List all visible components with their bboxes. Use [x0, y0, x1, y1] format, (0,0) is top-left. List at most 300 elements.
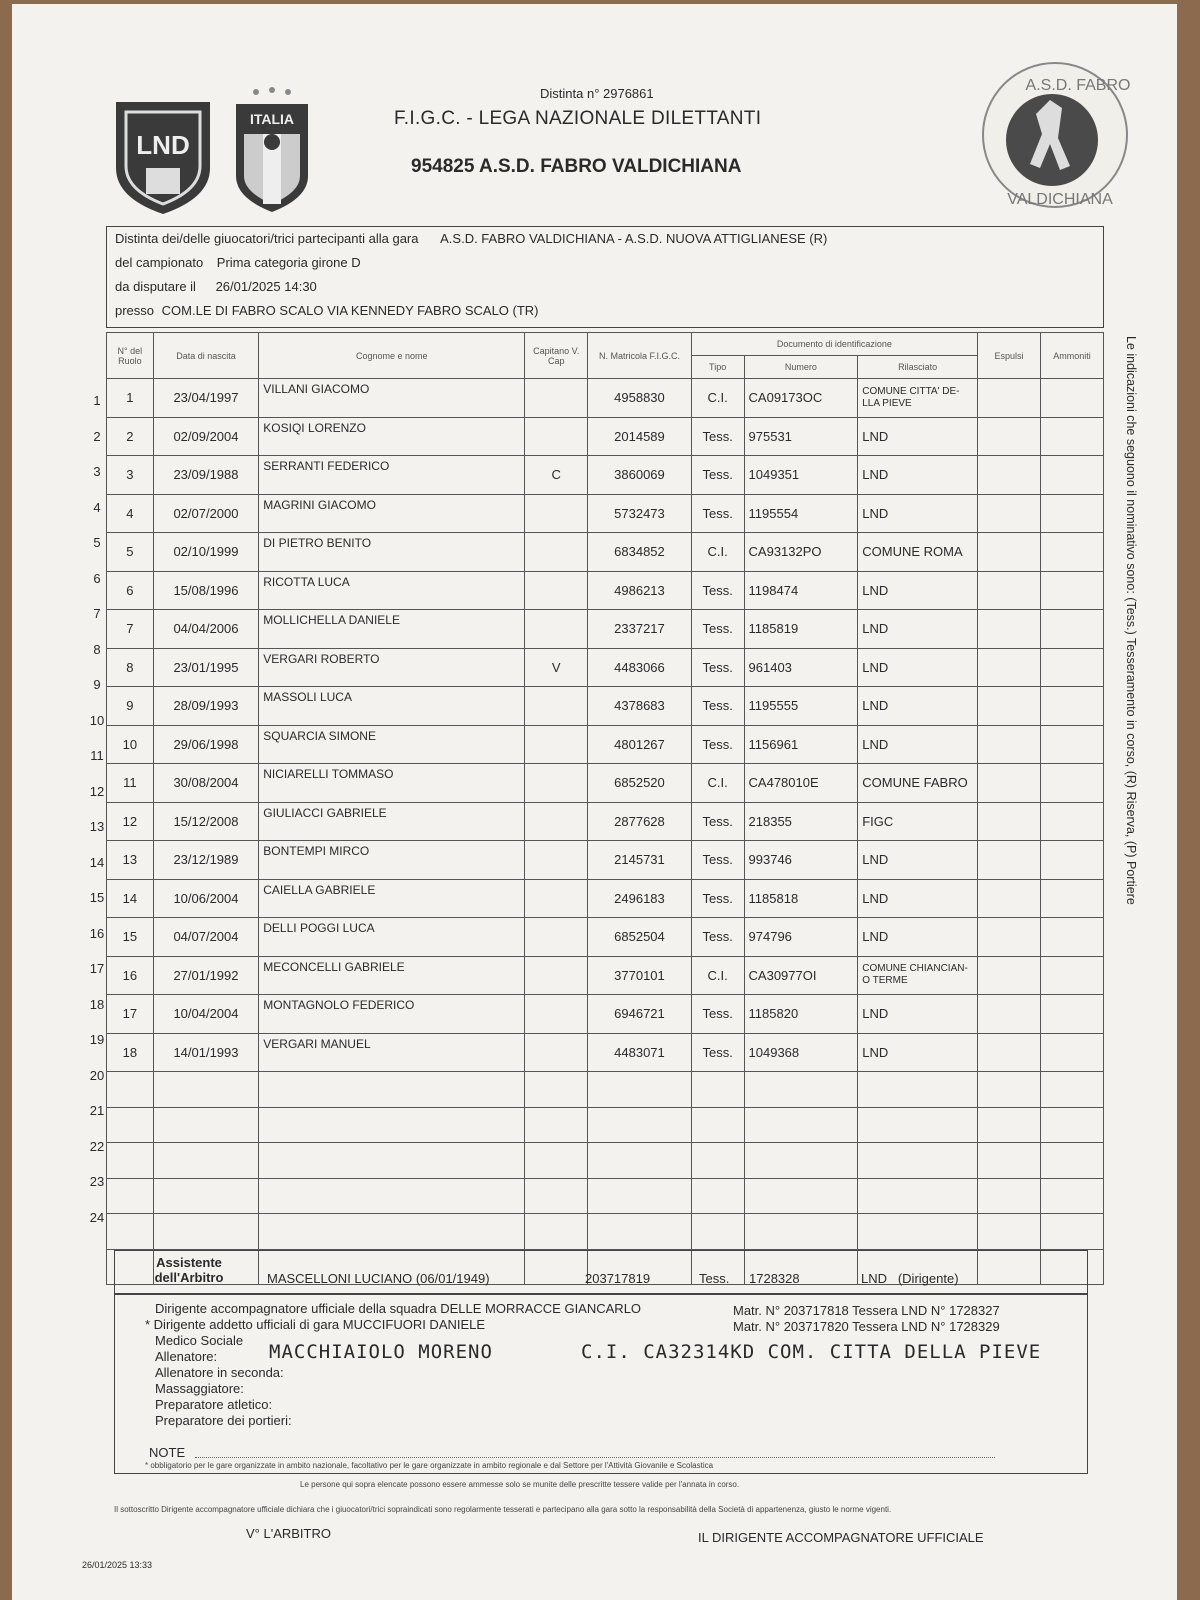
cell-ruolo: 18 — [107, 1033, 154, 1072]
cell-empty — [259, 1107, 525, 1143]
cell-rilasciato: FIGC — [858, 802, 978, 841]
cell-empty — [588, 1072, 692, 1108]
cell-empty — [858, 1214, 978, 1250]
row-number: 10 — [89, 712, 105, 728]
table-row — [107, 995, 1104, 1034]
allenatore-document-handwritten: C.I. CA32314KD COM. CITTA DELLA PIEVE — [581, 1341, 1042, 1363]
cell-ammoniti — [1040, 571, 1103, 610]
cell-numero: 1185819 — [744, 610, 858, 649]
row-number: 17 — [89, 961, 105, 976]
cell-nome: GIULIACCI GABRIELE — [259, 802, 525, 841]
federation-title: F.I.G.C. - LEGA NAZIONALE DILETTANTI — [394, 108, 762, 129]
cell-empty — [858, 1143, 978, 1179]
date-value: 26/01/2025 14:30 — [215, 279, 317, 294]
cell-ammoniti — [1040, 841, 1103, 880]
cell-capitano — [525, 725, 588, 764]
cell-nascita: 23/09/1988 — [153, 456, 259, 495]
cell-rilasciato: LND — [858, 879, 978, 918]
cell-nascita: 29/06/1998 — [153, 725, 259, 764]
cell-matricola: 3860069 — [588, 456, 692, 495]
side-legend-note: Le indicazioni che seguono il nominativo sono: (Tess.) Tesseramento in corso, (R) Riserva, (P) Portiere — [1124, 336, 1138, 905]
assistant-name: MASCELLONI LUCIANO (06/01/1949) — [267, 1271, 490, 1286]
cell-ammoniti — [1040, 379, 1103, 418]
row-number: 20 — [89, 1067, 105, 1083]
row-number: 14 — [89, 854, 105, 870]
footnote-obbligatorio: * obbligatorio per le gare organizzate in ambito nazionale, facoltativo per le gare organizzate in ambito regionale e dal Settore per l'Attività Giovanile e Scolastica — [145, 1461, 714, 1470]
row-number: 22 — [89, 1138, 105, 1154]
cell-matricola: 6852520 — [588, 764, 692, 803]
cell-rilasciato: LND — [858, 841, 978, 880]
header-capitano: Capitano V. Cap — [525, 333, 588, 379]
cell-matricola: 4483066 — [588, 648, 692, 687]
assistant-doc-type: Tess. — [699, 1271, 730, 1286]
cell-nascita: 30/08/2004 — [153, 764, 259, 803]
cell-capitano — [525, 533, 588, 572]
cell-nascita: 10/04/2004 — [153, 995, 259, 1034]
dirigente-accompagnatore: Dirigente accompagnatore ufficiale della squadra DELLE MORRACCE GIANCARLO — [155, 1301, 642, 1316]
player-table — [106, 332, 1104, 1285]
cell-empty — [588, 1107, 692, 1143]
cell-matricola: 2145731 — [588, 841, 692, 880]
header-espulsi: Espulsi — [978, 333, 1041, 379]
cell-ruolo: 8 — [107, 648, 154, 687]
cell-ruolo: 3 — [107, 456, 154, 495]
staff-box — [114, 1294, 1088, 1474]
cell-nascita: 02/09/2004 — [153, 417, 259, 456]
cell-rilasciato: LND — [858, 494, 978, 533]
header-rilasciato: Rilasciato — [858, 356, 978, 379]
cell-nome: MECONCELLI GABRIELE — [259, 956, 525, 995]
cell-matricola: 2877628 — [588, 802, 692, 841]
cell-empty — [978, 1143, 1041, 1179]
row-number: 18 — [89, 996, 105, 1012]
cell-empty — [1040, 1107, 1103, 1143]
header-tipo: Tipo — [691, 356, 744, 379]
cell-capitano — [525, 571, 588, 610]
cell-empty — [858, 1178, 978, 1214]
match-label: Distinta dei/delle giuocatori/trici partecipanti alla gara — [115, 231, 419, 246]
cell-tipo: C.I. — [691, 379, 744, 418]
cell-empty — [153, 1072, 259, 1108]
match-line — [115, 231, 827, 246]
cell-matricola: 6852504 — [588, 918, 692, 957]
cell-matricola: 6946721 — [588, 995, 692, 1034]
cell-empty — [259, 1178, 525, 1214]
cell-capitano — [525, 802, 588, 841]
table-row — [107, 725, 1104, 764]
cell-matricola: 6834852 — [588, 533, 692, 572]
lnd-logo — [112, 98, 214, 216]
cell-nascita: 15/08/1996 — [153, 571, 259, 610]
cell-espulsi — [978, 417, 1041, 456]
cell-rilasciato: LND — [858, 1033, 978, 1072]
cell-capitano: C — [525, 456, 588, 495]
cell-espulsi — [978, 956, 1041, 995]
cell-empty — [525, 1178, 588, 1214]
cell-espulsi — [978, 918, 1041, 957]
cell-nome: DELLI POGGI LUCA — [259, 918, 525, 957]
cell-capitano — [525, 918, 588, 957]
club-title: 954825 A.S.D. FABRO VALDICHIANA — [411, 156, 742, 177]
cell-nascita: 28/09/1993 — [153, 687, 259, 726]
match-value: A.S.D. FABRO VALDICHIANA - A.S.D. NUOVA ATTIGLIANESE (R) — [440, 231, 828, 246]
cell-empty — [107, 1178, 154, 1214]
row-number: 13 — [89, 819, 105, 834]
assistant-doc-number: 1728328 — [749, 1271, 800, 1286]
cell-rilasciato: LND — [858, 417, 978, 456]
cell-tipo: Tess. — [691, 494, 744, 533]
cell-tipo: Tess. — [691, 571, 744, 610]
cell-empty — [107, 1143, 154, 1179]
cell-empty — [153, 1107, 259, 1143]
cell-nascita: 04/07/2004 — [153, 918, 259, 957]
row-number: 19 — [89, 1032, 105, 1047]
table-row — [107, 879, 1104, 918]
cell-matricola: 4986213 — [588, 571, 692, 610]
cell-capitano — [525, 764, 588, 803]
cell-rilasciato: COMUNE CITTA' DE-LLA PIEVE — [858, 379, 978, 418]
row-number: 16 — [89, 925, 105, 941]
row-number: 1 — [93, 393, 101, 408]
header-ruolo: N° del Ruolo — [107, 333, 154, 379]
assistant-referee-row — [114, 1250, 1088, 1294]
cell-matricola: 2337217 — [588, 610, 692, 649]
cell-empty — [691, 1072, 744, 1108]
cell-numero: 975531 — [744, 417, 858, 456]
cell-numero: 1049368 — [744, 1033, 858, 1072]
cell-rilasciato: LND — [858, 725, 978, 764]
cell-empty — [1040, 1072, 1103, 1108]
header-numero: Numero — [744, 356, 858, 379]
cell-capitano — [525, 610, 588, 649]
note-label: NOTE — [149, 1445, 186, 1460]
venue-line — [115, 303, 539, 318]
cell-numero: 1195554 — [744, 494, 858, 533]
row-number: 8 — [93, 641, 101, 657]
cell-nome: VILLANI GIACOMO — [259, 379, 525, 418]
cell-espulsi — [978, 995, 1041, 1034]
cell-nascita: 14/01/1993 — [153, 1033, 259, 1072]
cell-rilasciato: LND — [858, 610, 978, 649]
cell-numero: 961403 — [744, 648, 858, 687]
italia-logo — [232, 86, 312, 214]
championship-line — [115, 255, 361, 270]
cell-empty — [691, 1178, 744, 1214]
cell-numero: 218355 — [744, 802, 858, 841]
table-row — [107, 571, 1104, 610]
cell-ammoniti — [1040, 494, 1103, 533]
cell-matricola: 2496183 — [588, 879, 692, 918]
cell-tipo: Tess. — [691, 687, 744, 726]
table-row — [107, 802, 1104, 841]
cell-empty — [744, 1072, 858, 1108]
cell-empty — [153, 1178, 259, 1214]
cell-ruolo: 6 — [107, 571, 154, 610]
preparatore-portieri: Preparatore dei portieri: — [155, 1413, 292, 1428]
cell-ammoniti — [1040, 1033, 1103, 1072]
cell-capitano: V — [525, 648, 588, 687]
cell-nome: VERGARI MANUEL — [259, 1033, 525, 1072]
medico-sociale: Medico Sociale — [155, 1333, 244, 1348]
date-label: da disputare il — [115, 279, 196, 294]
cell-nascita: 23/04/1997 — [153, 379, 259, 418]
venue-label: presso — [115, 303, 155, 318]
cell-numero: 1198474 — [744, 571, 858, 610]
row-number: 6 — [93, 570, 101, 586]
table-row — [107, 417, 1104, 456]
cell-ammoniti — [1040, 764, 1103, 803]
table-row — [107, 1033, 1104, 1072]
cell-ruolo: 1 — [107, 379, 154, 418]
cell-ruolo: 9 — [107, 687, 154, 726]
cell-empty — [978, 1107, 1041, 1143]
cell-ruolo: 11 — [107, 764, 154, 803]
distinta-number: Distinta n° 2976861 — [540, 86, 654, 101]
cell-ruolo: 4 — [107, 494, 154, 533]
row-number: 11 — [90, 748, 104, 763]
cell-espulsi — [978, 494, 1041, 533]
cell-numero: 1195555 — [744, 687, 858, 726]
cell-rilasciato: LND — [858, 571, 978, 610]
cell-rilasciato: COMUNE FABRO — [858, 764, 978, 803]
cell-nascita: 02/10/1999 — [153, 533, 259, 572]
cell-tipo: Tess. — [691, 725, 744, 764]
note-line — [195, 1457, 995, 1458]
cell-capitano — [525, 494, 588, 533]
cell-matricola: 4378683 — [588, 687, 692, 726]
cell-nascita: 27/01/1992 — [153, 956, 259, 995]
cell-numero: 1185818 — [744, 879, 858, 918]
cell-empty — [107, 1107, 154, 1143]
cell-ammoniti — [1040, 725, 1103, 764]
cell-tipo: Tess. — [691, 918, 744, 957]
arbitro-signature-label: V° L'ARBITRO — [246, 1526, 331, 1541]
cell-tipo: C.I. — [691, 533, 744, 572]
dirigente-ufficiali-gara: * Dirigente addetto ufficiali di gara MUCCIFUORI DANIELE — [145, 1317, 486, 1332]
row-number: 5 — [93, 535, 101, 550]
cell-empty — [107, 1214, 154, 1250]
dirigente-ufficiali-gara-matricola: Matr. N° 203717820 Tessera LND N° 1728329 — [733, 1319, 1000, 1334]
cell-numero: 1049351 — [744, 456, 858, 495]
cell-empty — [153, 1143, 259, 1179]
cell-ammoniti — [1040, 995, 1103, 1034]
cell-tipo: Tess. — [691, 802, 744, 841]
cell-ruolo: 15 — [107, 918, 154, 957]
header-matricola: N. Matricola F.I.G.C. — [588, 333, 692, 379]
table-row — [107, 918, 1104, 957]
table-row — [107, 956, 1104, 995]
cell-empty — [978, 1214, 1041, 1250]
table-row — [107, 494, 1104, 533]
cell-espulsi — [978, 571, 1041, 610]
cell-matricola: 2014589 — [588, 417, 692, 456]
cell-rilasciato: LND — [858, 918, 978, 957]
table-row — [107, 533, 1104, 572]
row-number: 21 — [89, 1103, 105, 1118]
venue-value: COM.LE DI FABRO SCALO VIA KENNEDY FABRO SCALO (TR) — [161, 303, 539, 318]
cell-empty — [744, 1214, 858, 1250]
table-row — [107, 687, 1104, 726]
championship-value: Prima categoria girone D — [216, 255, 361, 270]
cell-rilasciato: LND — [858, 648, 978, 687]
cell-tipo: Tess. — [691, 456, 744, 495]
cell-rilasciato: LND — [858, 456, 978, 495]
cell-nome: SQUARCIA SIMONE — [259, 725, 525, 764]
cell-ruolo: 7 — [107, 610, 154, 649]
allenatore-seconda: Allenatore in seconda: — [155, 1365, 284, 1380]
match-info-box — [106, 226, 1104, 328]
cell-ammoniti — [1040, 879, 1103, 918]
table-row — [107, 456, 1104, 495]
cell-tipo: C.I. — [691, 764, 744, 803]
cell-nome: MAGRINI GIACOMO — [259, 494, 525, 533]
italia-logo-text: ITALIA — [249, 111, 295, 127]
lnd-logo-text: LND — [136, 130, 190, 160]
allenatore-label: Allenatore: — [155, 1349, 218, 1364]
table-row-empty — [107, 1143, 1104, 1179]
cell-numero: CA93132PO — [744, 533, 858, 572]
cell-empty — [588, 1178, 692, 1214]
cell-empty — [107, 1072, 154, 1108]
cell-matricola: 4801267 — [588, 725, 692, 764]
cell-empty — [691, 1107, 744, 1143]
cell-numero: 1185820 — [744, 995, 858, 1034]
print-timestamp: 26/01/2025 13:33 — [82, 1560, 153, 1570]
table-row-empty — [107, 1178, 1104, 1214]
club-logo-bottom-text: VALDICHIANA — [1007, 191, 1113, 208]
cell-nome: CAIELLA GABRIELE — [259, 879, 525, 918]
cell-ruolo: 17 — [107, 995, 154, 1034]
cell-empty — [1040, 1143, 1103, 1179]
table-row-empty — [107, 1072, 1104, 1108]
cell-ammoniti — [1040, 533, 1103, 572]
row-number: 2 — [93, 428, 101, 444]
header-documento: Documento di identificazione — [691, 333, 977, 356]
cell-espulsi — [978, 648, 1041, 687]
header-nome: Cognome e nome — [259, 333, 525, 379]
cell-espulsi — [978, 764, 1041, 803]
cell-matricola: 3770101 — [588, 956, 692, 995]
championship-label: del campionato — [115, 255, 204, 270]
cell-capitano — [525, 956, 588, 995]
cell-numero: 974796 — [744, 918, 858, 957]
cell-tipo: Tess. — [691, 417, 744, 456]
cell-empty — [691, 1143, 744, 1179]
cell-tipo: Tess. — [691, 1033, 744, 1072]
cell-numero: 993746 — [744, 841, 858, 880]
cell-numero: CA478010E — [744, 764, 858, 803]
cell-nome: KOSIQI LORENZO — [259, 417, 525, 456]
row-number: 15 — [89, 890, 105, 905]
cell-espulsi — [978, 841, 1041, 880]
cell-nascita: 10/06/2004 — [153, 879, 259, 918]
header-nascita: Data di nascita — [153, 333, 259, 379]
cell-ammoniti — [1040, 456, 1103, 495]
cell-empty — [1040, 1178, 1103, 1214]
cell-matricola: 4483071 — [588, 1033, 692, 1072]
cell-empty — [588, 1143, 692, 1179]
cell-ruolo: 2 — [107, 417, 154, 456]
row-number: 23 — [89, 1174, 105, 1189]
header-ammoniti: Ammoniti — [1040, 333, 1103, 379]
cell-rilasciato: LND — [858, 687, 978, 726]
cell-tipo: C.I. — [691, 956, 744, 995]
cell-numero: CA30977OI — [744, 956, 858, 995]
dirigente-signature-label: IL DIRIGENTE ACCOMPAGNATORE UFFICIALE — [698, 1530, 984, 1545]
cell-espulsi — [978, 456, 1041, 495]
cell-tipo: Tess. — [691, 648, 744, 687]
cell-ammoniti — [1040, 648, 1103, 687]
cell-empty — [153, 1214, 259, 1250]
row-number: 9 — [93, 677, 101, 692]
footnote-persone: Le persone qui sopra elencate possono essere ammesse solo se munite delle prescritte tessere valide per l'annata in corso. — [300, 1480, 740, 1489]
cell-nome: MOLLICHELLA DANIELE — [259, 610, 525, 649]
row-number: 24 — [89, 1209, 105, 1225]
cell-rilasciato: COMUNE CHIANCIAN-O TERME — [858, 956, 978, 995]
cell-espulsi — [978, 379, 1041, 418]
assistant-label: Assistente dell'Arbitro — [154, 1255, 224, 1285]
cell-espulsi — [978, 533, 1041, 572]
cell-empty — [691, 1214, 744, 1250]
cell-empty — [744, 1107, 858, 1143]
cell-rilasciato: LND — [858, 995, 978, 1034]
cell-ammoniti — [1040, 687, 1103, 726]
cell-matricola: 5732473 — [588, 494, 692, 533]
cell-nome: RICOTTA LUCA — [259, 571, 525, 610]
cell-ammoniti — [1040, 417, 1103, 456]
table-row-empty — [107, 1214, 1104, 1250]
row-number: 4 — [93, 499, 101, 515]
cell-empty — [259, 1143, 525, 1179]
cell-capitano — [525, 379, 588, 418]
cell-ammoniti — [1040, 918, 1103, 957]
cell-espulsi — [978, 1033, 1041, 1072]
cell-nome: BONTEMPI MIRCO — [259, 841, 525, 880]
cell-empty — [588, 1214, 692, 1250]
table-row-empty — [107, 1107, 1104, 1143]
cell-empty — [525, 1072, 588, 1108]
cell-tipo: Tess. — [691, 879, 744, 918]
declaration-text: Il sottoscritto Dirigente accompagnatore ufficiale dichiara che i giuocatori/trici sopraindicati sono regolarmente tesserati e partecipano alla gara sotto la responsabilità della Società di appartenenza, giusto le norme vigenti. — [114, 1505, 892, 1514]
assistant-matricola: 203717819 — [585, 1271, 651, 1286]
cell-nome: VERGARI ROBERTO — [259, 648, 525, 687]
cell-espulsi — [978, 879, 1041, 918]
cell-capitano — [525, 687, 588, 726]
cell-espulsi — [978, 802, 1041, 841]
cell-empty — [525, 1143, 588, 1179]
cell-capitano — [525, 1033, 588, 1072]
cell-empty — [525, 1214, 588, 1250]
cell-ruolo: 12 — [107, 802, 154, 841]
cell-empty — [744, 1143, 858, 1179]
club-logo-top-text: A.S.D. FABRO — [1025, 77, 1130, 94]
cell-empty — [525, 1107, 588, 1143]
allenatore-name-handwritten: MACCHIAIOLO MORENO — [269, 1341, 493, 1363]
cell-ammoniti — [1040, 802, 1103, 841]
cell-empty — [978, 1178, 1041, 1214]
cell-rilasciato: COMUNE ROMA — [858, 533, 978, 572]
row-number: 12 — [89, 783, 105, 799]
cell-nome: SERRANTI FEDERICO — [259, 456, 525, 495]
cell-empty — [744, 1178, 858, 1214]
cell-nascita: 02/07/2000 — [153, 494, 259, 533]
cell-capitano — [525, 879, 588, 918]
cell-espulsi — [978, 725, 1041, 764]
preparatore-atletico: Preparatore atletico: — [155, 1397, 273, 1412]
cell-capitano — [525, 417, 588, 456]
table-row — [107, 764, 1104, 803]
cell-nascita: 15/12/2008 — [153, 802, 259, 841]
